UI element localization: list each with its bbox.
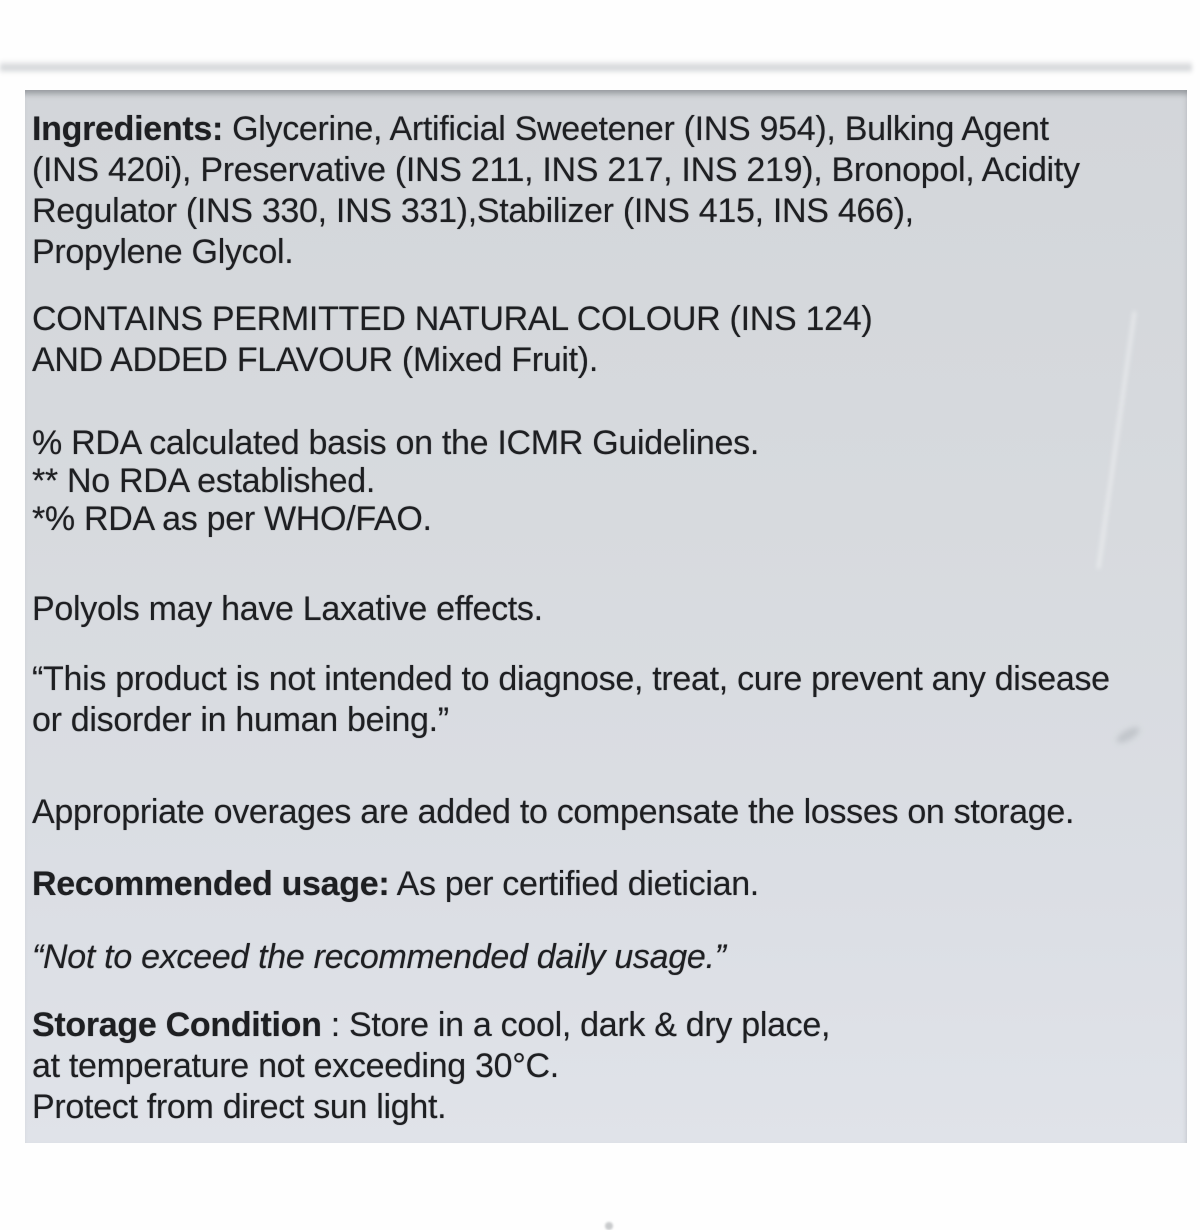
- ingredients-line-3: Regulator (INS 330, INS 331),Stabilizer (INS 415, INS 466),: [32, 192, 914, 230]
- photo-shadow-band: [0, 60, 1192, 74]
- label-line: [32, 1005, 1179, 1046]
- polyols-line: Polyols may have Laxative effects.: [32, 590, 543, 628]
- daily-usage-warning-paragraph: [32, 937, 1179, 978]
- storage-sunlight-line: Protect from direct sun light.: [32, 1088, 447, 1126]
- ingredients-line-2: (INS 420i), Preservative (INS 211, INS 217, INS 219), Bronopol, Acidity: [32, 151, 1080, 189]
- disclaimer-line-2: or disorder in human being.”: [32, 701, 449, 739]
- label-line: [32, 864, 1179, 905]
- overages-note-paragraph: [32, 792, 1179, 833]
- rda-icmr-line: % RDA calculated basis on the ICMR Guidelines.: [32, 424, 759, 462]
- flavour-line: AND ADDED FLAVOUR (Mixed Fruit).: [32, 341, 598, 379]
- ingredients-line-1: Glycerine, Artificial Sweetener (INS 954), Bulking Agent: [222, 110, 1049, 148]
- permitted-colour-flavour-paragraph: [32, 299, 1179, 381]
- ingredients-line-4: Propylene Glycol.: [32, 233, 294, 271]
- colour-line: CONTAINS PERMITTED NATURAL COLOUR (INS 124): [32, 300, 873, 338]
- ingredients-paragraph: [32, 109, 1179, 273]
- rda-notes-paragraph: [32, 424, 1179, 538]
- storage-temperature-line: at temperature not exceeding 30°C.: [32, 1047, 559, 1085]
- rda-none-line: ** No RDA established.: [32, 462, 376, 500]
- storage-condition-heading: Storage Condition: [32, 1006, 322, 1044]
- polyols-note-paragraph: [32, 589, 1179, 630]
- rda-who-fao-line: *% RDA as per WHO/FAO.: [32, 500, 432, 538]
- label-sheet: [25, 90, 1187, 1143]
- storage-condition-text: : Store in a cool, dark & dry place,: [321, 1006, 831, 1044]
- photo-dot-artifact: [605, 1222, 613, 1230]
- daily-usage-warning-line: “Not to exceed the recommended daily usage.”: [32, 938, 726, 976]
- recommended-usage-heading: Recommended usage:: [32, 865, 390, 903]
- recommended-usage-paragraph: [32, 864, 1179, 905]
- disclaimer-paragraph: [32, 659, 1179, 741]
- overages-line: Appropriate overages are added to compensate the losses on storage.: [32, 793, 1075, 831]
- recommended-usage-text: As per certified dietician.: [389, 865, 759, 903]
- disclaimer-line-1: “This product is not intended to diagnose, treat, cure prevent any disease: [32, 660, 1110, 698]
- label-line: [32, 109, 1179, 150]
- ingredients-heading: Ingredients:: [32, 110, 223, 148]
- storage-condition-paragraph: [32, 1005, 1179, 1128]
